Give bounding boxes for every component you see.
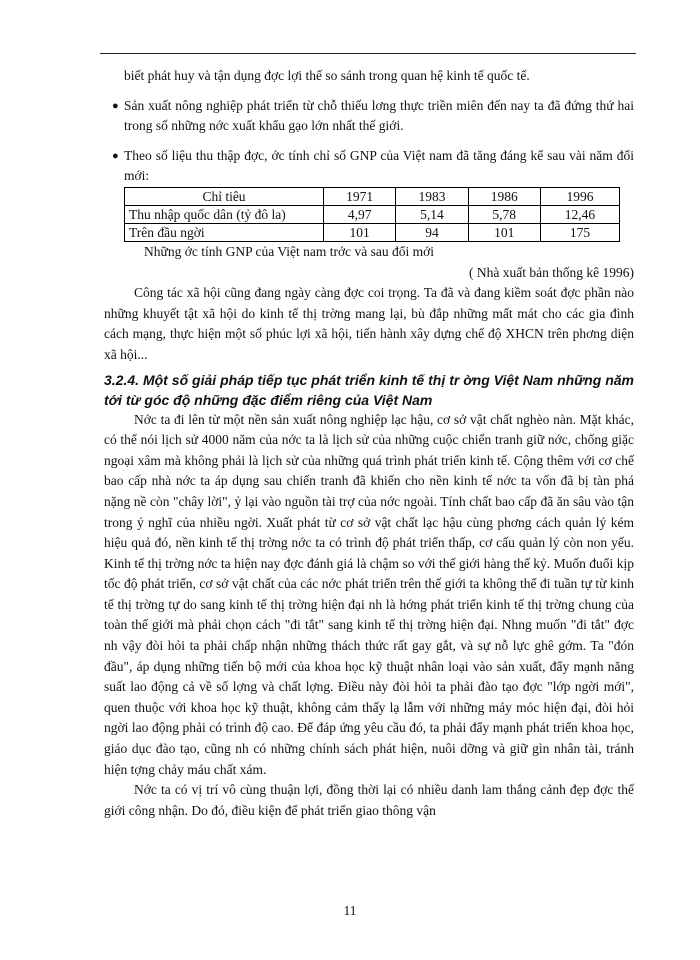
table-cell: 101: [324, 223, 396, 241]
bullet-item: [104, 96, 634, 137]
table-header-cell: Chỉ tiêu: [125, 187, 324, 205]
paragraph-continued: biết phát huy và tận dụng đợc lợi thế so sánh trong quan hệ kinh tế quốc tế.: [124, 68, 530, 83]
table-row: [125, 223, 620, 241]
table-caption: Những ớc tính GNP của Việt nam trớc và sau đổi mới: [144, 243, 434, 259]
table-cell: 101: [468, 223, 540, 241]
table-cell: 175: [540, 223, 619, 241]
table-cell: Trên đầu ngời: [125, 223, 324, 241]
table-cell: 94: [396, 223, 468, 241]
table-cell: 4,97: [324, 205, 396, 223]
table-header-row: [125, 187, 620, 205]
table-header-cell: 1996: [540, 187, 619, 205]
section-heading: 3.2.4. Một số giải pháp tiếp tục phát triển kinh tế thị tr ờng Việt Nam những năm tới từ góc độ những đặc điểm riêng của Việt Nam: [104, 371, 634, 408]
page-body: [104, 66, 634, 821]
bullet-icon: ●: [112, 99, 119, 112]
bullet-item: [104, 146, 634, 187]
table-cell: 12,46: [540, 205, 619, 223]
paragraph-last: Nớc ta có vị trí vô cùng thuận lợi, đồng thời lại có nhiều danh lam thắng cảnh đẹp đợc thế giới công nhận. Do đó, điều kiện để phát triển giao thông vận: [104, 782, 634, 818]
table-header-cell: 1971: [324, 187, 396, 205]
gnp-table: [124, 187, 620, 242]
paragraph-social: Công tác xã hội cũng đang ngày càng đợc coi trọng. Ta đã và đang kiềm soát đợc phần nào những khuyết tật xã hội do kinh tế thị trờng mang lại, bù đắp những mất mát cho các gia đình cách mạng, thực hiện một số phúc lợi xã hội, tiến hành xây dựng chế độ XHCN trên phơng diện xã hội...: [104, 285, 634, 362]
table-header-cell: 1983: [396, 187, 468, 205]
bullet-text: Sản xuất nông nghiệp phát triển từ chỗ thiếu lơng thực triền miên đến nay ta đã đứng thứ hai trong số những nớc xuất khẩu gạo lớn nhất thế giới.: [124, 97, 634, 134]
paragraph-main: Nớc ta đi lên từ một nền sản xuất nông nghiệp lạc hậu, cơ sở vật chất nghèo nàn. Mặt khác, có thể nói lịch sử 4000 năm của nớc ta là lịch sử của những cuộc chiến tranh giữ nớc, chống giặc ngoại xâm mà không phải là lịch sử của những quá trình phát triển kinh tế. Cộng thêm với cơ chế bao cấp nhà nớc ta áp dụng sau chiến tranh đã khiến cho nền kinh tế nớc ta vốn đã bị tàn phá nặng nề còn "chây lời", ỷ lại vào nguồn tài trợ của nớc ngoài. Tính chất bao cấp đã ăn sâu vào tận trong ý nghĩ của nhiều ngời. Xuất phát từ cơ sở vật chất lạc hậu cùng phơng cách quản lý kém hiệu quả đó, nền kinh tế thị trờng nớc ta có trình độ phát triển thấp, cơ cấu quản lý còn non yếu. Kinh tế thị trờng nớc ta hiện nay đợc đánh giá là chậm so với thế giới hàng thế kỷ. Muốn đuổi kịp tốc độ phát triển, cơ sở vật chất của các nớc phát triển trên thế giới ta không thể đi tuần tự từ kinh tế thị trờng tự do sang kinh tế thị trờng hiện đại nh là hớng phát triển kinh tế thị trờng chung của toàn thế giới mà phải chọn cách "đi tắt" sang kinh tế thị trờng hiện đại. Nhng muốn "đi tắt" đợc nh vậy đòi hỏi ta phải chấp nhận những thách thức rất gay gắt, và sự nỗ lực ghê gớm. Ta "đón đầu", áp dụng những tiến bộ mới của khoa học kỹ thuật nhân loại vào sản xuất, đẩy mạnh năng suất lao động cả về số lợng và chất lợng. Điều này đòi hỏi ta phải đào tạo đợc "lớp ngời mới", quen thuộc với khoa học kỹ thuật, không cảm thấy lạ lẫm với những máy móc hiện đại, đòi hỏi ngời lao động phải có trình độ cao. Để đáp ứng yêu cầu đó, ta phải đẩy mạnh phát triển khoa học, giáo dục đào tạo, cũng nh có những chính sách phát hiện, nuôi dỡng và giữ gìn nhân tài, tránh hiện tợng chảy máu chất xám.: [104, 411, 634, 777]
table-cell: 5,14: [396, 205, 468, 223]
table-source: ( Nhà xuất bản thống kê 1996): [469, 264, 634, 280]
table-row: [125, 205, 620, 223]
bullet-text: Theo số liệu thu thập đợc, ớc tính chỉ số GNP của Việt nam đã tăng đáng kể sau vài năm đổi mới:: [124, 147, 634, 184]
table-cell: Thu nhập quốc dân (tỷ đô la): [125, 205, 324, 223]
bullet-icon: ●: [112, 149, 119, 162]
table-header-cell: 1986: [468, 187, 540, 205]
header-rule: [100, 53, 636, 54]
page-number: 11: [343, 903, 357, 918]
table-cell: 5,78: [468, 205, 540, 223]
